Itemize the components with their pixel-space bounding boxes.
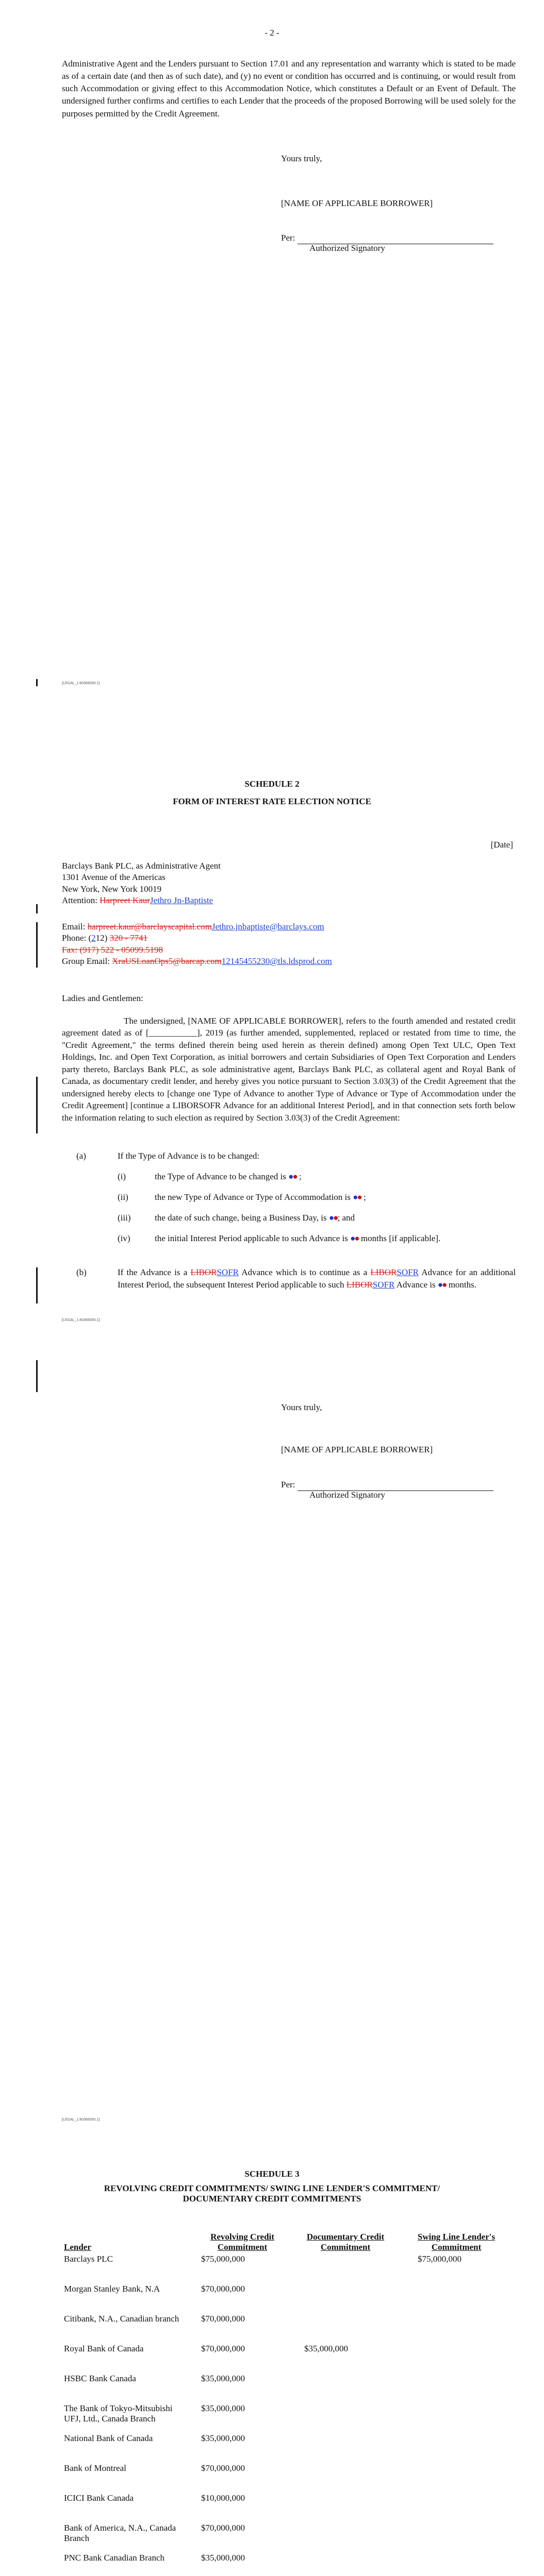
documentary-commitment-cell xyxy=(294,2284,397,2314)
revolving-commitment-cell: $70,000,000 xyxy=(201,2283,245,2294)
column-header: Revolving Credit Commitment xyxy=(210,2232,274,2252)
document-page-2 xyxy=(0,706,544,1329)
change-bar xyxy=(36,904,38,913)
change-bar xyxy=(36,679,38,686)
table-row xyxy=(62,2463,516,2493)
documentary-commitment-cell xyxy=(294,2463,397,2493)
documentary-commitment-cell xyxy=(294,2314,397,2344)
salutation: Ladies and Gentlemen: xyxy=(62,993,143,1003)
group-email-line: Group Email: XraUSLoanOps5@barcap.com12145455230@tls.ldsprod.com xyxy=(62,956,332,967)
item-a-text: If the Type of Advance is to be changed: xyxy=(118,1151,260,1161)
field-placeholder-icon: ●● xyxy=(353,1192,361,1202)
schedule-heading: REVOLVING CREDIT COMMITMENTS/ SWING LINE LENDER'S COMMITMENT/ DOCUMENTARY CREDIT COMMITMENTS xyxy=(104,2183,440,2204)
swing-line-commitment-cell xyxy=(397,2523,516,2553)
swing-line-commitment-cell xyxy=(397,2433,516,2463)
lender-cell: PNC Bank Canadian Branch xyxy=(64,2552,164,2563)
revolving-commitment-cell: $35,000,000 xyxy=(201,2373,245,2383)
lender-cell: Barclays PLC xyxy=(64,2253,113,2264)
table-header-row xyxy=(62,2231,516,2254)
swing-line-commitment-cell xyxy=(397,2344,516,2374)
sub-iv: the initial Interest Period applicable to such Advance is ●● months [if applicable]. xyxy=(155,1233,441,1243)
documentary-commitment-cell xyxy=(294,2254,397,2284)
notice-body: The undersigned, [NAME OF APPLICABLE BORROWER], refers to the fourth amended and restated credit agreement dated as of [___________], 2019 (as further amended, supplemented, replaced or restated from time to time, the "Credit Agreement," the terms defined therein being used herein as therein defined) among Open Text ULC, Open Text Holdings, Inc. and Open Text Corporation, as initial borrowers and certain Subsidiaries of Open Text Corporation and Lenders party thereto, Barclays Bank PLC, as sole administrative agent, Barclays Bank PLC, as collateral agent and Royal Bank of Canada, as documentary credit lender, and hereby gives you notice pursuant to Section 3.03(3) of the Credit Agreement that the undersigned hereby elects to [change one Type of Advance to another Type of Advance or Type of Accommodation under the Credit Agreement] [continue a LIBORSOFR Advance for an additional Interest Period], and in that connection sets forth below the information relating to such election as required by Section 3.03(3) of the Credit Agreement: xyxy=(62,1016,516,1123)
footer-code: [LEGAL_1:80366000.1] xyxy=(62,682,100,685)
footer-code: [LEGAL_1:80366000.1] xyxy=(62,2118,100,2122)
table-row xyxy=(62,2374,516,2403)
field-placeholder-icon: ●● xyxy=(437,1280,447,1290)
swing-line-commitment-cell xyxy=(397,2284,516,2314)
revolving-commitment-cell: $70,000,000 xyxy=(201,2343,245,2353)
field-placeholder-icon: ●● xyxy=(350,1233,359,1243)
lender-cell: National Bank of Canada xyxy=(64,2433,153,2443)
revolving-commitment-cell: $75,000,000 xyxy=(201,2253,245,2264)
item-a-label: (a) xyxy=(76,1151,86,1161)
email-line: Email: harpreet.kaur@barclayscapital.comJethro.jnbaptiste@barclays.com xyxy=(62,922,324,931)
lender-cell: The Bank of Tokyo-Mitsubishi UFJ, Ltd., Canada Branch xyxy=(64,2403,173,2424)
table-row xyxy=(62,2433,516,2463)
documentary-commitment-cell xyxy=(294,2433,397,2463)
sub-i-label: (i) xyxy=(118,1172,126,1181)
address-block xyxy=(62,860,423,907)
phone-line: Phone: (212) 320 - 7741 xyxy=(62,933,148,943)
documentary-commitment-cell: $35,000,000 xyxy=(304,2343,348,2353)
item-b-text: If the Advance is a LIBORSOFR Advance which is to continue as a LIBORSOFR Advance for an additional Interest Period, the subsequent Interest Period applicable to such LIBORSOFR Advance is ●● months. xyxy=(118,1267,516,1290)
document-page-1 xyxy=(0,0,544,706)
closing: Yours truly, xyxy=(281,154,322,163)
inserted-text: Jethro.jnbaptiste@barclays.com xyxy=(211,922,324,931)
sub-iii-label: (iii) xyxy=(118,1213,131,1223)
column-header: Swing Line Lender's Commitment xyxy=(417,2232,496,2252)
document-page-3 xyxy=(0,1329,544,2133)
lender-cell: Royal Bank of Canada xyxy=(64,2343,144,2353)
document-page-4 xyxy=(0,2133,544,2576)
address-line: Barclays Bank PLC, as Administrative Agent xyxy=(62,861,221,871)
change-bar xyxy=(36,922,38,968)
field-placeholder-icon: ●● xyxy=(328,1213,338,1223)
swing-line-commitment-cell xyxy=(397,2403,516,2433)
sub-ii-label: (ii) xyxy=(118,1192,128,1202)
borrower-name: [NAME OF APPLICABLE BORROWER] xyxy=(281,198,433,208)
table-row xyxy=(62,2403,516,2433)
closing: Yours truly, xyxy=(281,1402,322,1412)
lender-cell: Bank of Montreal xyxy=(64,2463,126,2473)
swing-line-commitment-cell xyxy=(397,2314,516,2344)
swing-line-commitment-cell: $75,000,000 xyxy=(418,2253,461,2264)
sub-i: the Type of Advance to be changed is ●● ; xyxy=(155,1172,302,1181)
change-bar xyxy=(36,1360,38,1392)
signatory-label: Authorized Signatory xyxy=(309,243,385,253)
revolving-commitment-cell: $10,000,000 xyxy=(201,2493,245,2503)
schedule-title: SCHEDULE 3 xyxy=(244,2169,300,2179)
deleted-text: XraUSLoanOps5@barcap.com xyxy=(112,956,222,967)
per-label: Per: xyxy=(281,233,295,243)
table-row xyxy=(62,2344,516,2374)
sub-iii: the date of such change, being a Business Day, is ●●; and xyxy=(155,1213,355,1223)
sub-ii: the new Type of Advance or Type of Accommodation is ●● ; xyxy=(155,1192,366,1202)
borrower-name: [NAME OF APPLICABLE BORROWER] xyxy=(281,1445,433,1454)
date-placeholder: [Date] xyxy=(490,840,513,850)
change-bar xyxy=(36,1077,38,1133)
form-title: FORM OF INTEREST RATE ELECTION NOTICE xyxy=(173,796,371,806)
field-placeholder-icon: ●● xyxy=(288,1172,297,1181)
confirmation-paragraph: Administrative Agent and the Lenders pursuant to Section 17.01 and any representation and warranty which is stated to be made as of a certain date (and then as of such date), and (y) no event or condition has occurred and is continuing, or would result from such Accommodation or giving effect to this Accommodation Notice, which constitutes a Default or an Event of Default. The undersigned further confirms and certifies to each Lender that the proceeds of the proposed Borrowing will be used solely for the purposes permitted by the Credit Agreement. xyxy=(62,59,516,118)
lender-cell: Bank of America, N.A., Canada Branch xyxy=(64,2522,176,2544)
per-label: Per: xyxy=(281,1480,295,1489)
fax-line: Fax: (917) 522 - 05099.5198 xyxy=(62,944,163,955)
lender-cell: HSBC Bank Canada xyxy=(64,2373,136,2383)
revolving-commitment-cell: $70,000,000 xyxy=(201,2463,245,2473)
signatory-label: Authorized Signatory xyxy=(309,1490,385,1500)
table-row xyxy=(62,2493,516,2523)
address-line: 1301 Avenue of the Americas xyxy=(62,872,166,883)
page-number: - 2 - xyxy=(265,28,279,38)
swing-line-commitment-cell xyxy=(397,2493,516,2523)
schedule-title: SCHEDULE 2 xyxy=(244,779,300,789)
change-bar xyxy=(36,1267,38,1303)
item-b-label: (b) xyxy=(76,1267,87,1277)
table-row xyxy=(62,2254,516,2284)
documentary-commitment-cell xyxy=(294,2493,397,2523)
documentary-commitment-cell xyxy=(294,2374,397,2403)
documentary-commitment-cell xyxy=(294,2523,397,2553)
sub-iv-label: (iv) xyxy=(118,1233,130,1243)
column-header: Documentary Credit Commitment xyxy=(306,2232,385,2252)
table-row xyxy=(62,2284,516,2314)
inserted-text: 12145455230@tls.ldsprod.com xyxy=(221,956,332,967)
address-line: New York, New York 10019 xyxy=(62,884,162,894)
documentary-commitment-cell xyxy=(294,2553,397,2576)
swing-line-commitment-cell xyxy=(397,2463,516,2493)
lender-cell: Citibank, N.A., Canadian branch xyxy=(64,2313,179,2324)
swing-line-commitment-cell xyxy=(397,2553,516,2576)
column-header: Lender xyxy=(64,2242,91,2252)
revolving-commitment-cell: $35,000,000 xyxy=(201,2403,245,2413)
table-body xyxy=(62,2254,516,2576)
deleted-text: Harpreet Kaur xyxy=(100,895,150,906)
lender-cell: Morgan Stanley Bank, N.A xyxy=(64,2283,160,2294)
documentary-commitment-cell xyxy=(294,2403,397,2433)
table-row xyxy=(62,2314,516,2344)
revolving-commitment-cell: $70,000,000 xyxy=(201,2522,245,2533)
swing-line-commitment-cell xyxy=(397,2374,516,2403)
revolving-commitment-cell: $70,000,000 xyxy=(201,2313,245,2324)
contact-block xyxy=(62,921,474,968)
table-row xyxy=(62,2553,516,2576)
attention-line: Attention: Harpreet KaurJethro Jn-Baptiste xyxy=(62,895,213,906)
inserted-text: Jethro Jn-Baptiste xyxy=(150,895,213,906)
commitments-table xyxy=(62,2231,516,2576)
revolving-commitment-cell: $35,000,000 xyxy=(201,2433,245,2443)
table-row xyxy=(62,2523,516,2553)
lender-cell: ICICI Bank Canada xyxy=(64,2493,134,2503)
revolving-commitment-cell: $35,000,000 xyxy=(201,2552,245,2563)
deleted-text: harpreet.kaur@barclayscapital.com xyxy=(87,922,212,931)
footer-code: [LEGAL_1:80366000.1] xyxy=(62,1318,100,1322)
